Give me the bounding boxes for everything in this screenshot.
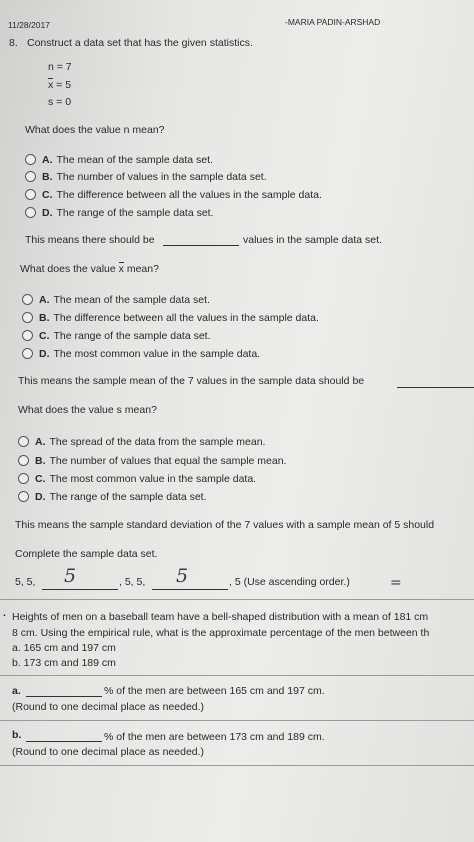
- option-text: The mean of the sample data set.: [53, 294, 210, 306]
- date: 11/28/2017: [8, 20, 50, 30]
- question-number: 8.: [9, 37, 18, 49]
- stat-xbar: [48, 80, 71, 91]
- handwritten-answer-1: 5: [64, 565, 77, 587]
- option-letter: A.: [39, 294, 50, 306]
- question-prompt: Construct a data set that has the given statistics.: [27, 37, 253, 49]
- part1-option-b: [42, 172, 267, 183]
- part3-option-a: [35, 437, 265, 448]
- option-letter: D.: [35, 491, 46, 503]
- part2-radio-d[interactable]: [22, 348, 33, 359]
- part1-option-c: [42, 190, 322, 201]
- answer-b-label: b.: [12, 729, 22, 741]
- q9-part-b: b. 173 cm and 189 cm: [12, 657, 116, 669]
- q9-line-1: Heights of men on a baseball team have a bell-shaped distribution with a mean of 181 cm: [12, 611, 429, 623]
- student-name: -MARIA PADIN-ARSHAD: [285, 17, 381, 27]
- dataset-blank-1[interactable]: [42, 589, 118, 590]
- part1-option-d: [42, 208, 214, 219]
- margin-mark: =: [390, 575, 402, 591]
- option-text: The number of values in the sample data set.: [56, 171, 267, 183]
- option-text: The mean of the sample data set.: [56, 154, 213, 166]
- dataset-blank-2[interactable]: [152, 589, 228, 590]
- option-letter: C.: [35, 473, 46, 485]
- part2-option-c: [39, 331, 211, 342]
- section-divider: [0, 599, 474, 600]
- stat-n: n = 7: [48, 61, 72, 73]
- part3-option-c: [35, 474, 256, 485]
- part3-option-d: [35, 492, 207, 503]
- option-letter: B.: [35, 455, 46, 467]
- part2-option-b: [39, 313, 319, 324]
- xbar-symbol: x: [118, 263, 124, 275]
- part2-question-after: mean?: [123, 263, 159, 275]
- part1-question: What does the value n mean?: [25, 124, 165, 136]
- option-text: The most common value in the sample data.: [49, 473, 257, 485]
- q9-line-2: 8 cm. Using the empirical rule, what is the approximate percentage of the men between th: [12, 627, 430, 639]
- option-letter: B.: [39, 312, 50, 324]
- part2-answer-blank[interactable]: [397, 387, 474, 388]
- part2-question: [20, 264, 159, 275]
- option-text: The spread of the data from the sample mean.: [49, 436, 266, 448]
- xbar-symbol: x: [48, 79, 54, 91]
- option-text: The range of the sample data set.: [53, 330, 211, 342]
- part3-radio-c[interactable]: [18, 473, 29, 484]
- dataset-mid: , 5, 5,: [119, 576, 146, 588]
- dataset-suffix: , 5 (Use ascending order.): [229, 576, 350, 588]
- answer-a-blank[interactable]: [26, 696, 102, 697]
- part1-radio-d[interactable]: [25, 207, 36, 218]
- handwritten-answer-2: 5: [176, 565, 189, 587]
- option-letter: D.: [39, 348, 50, 360]
- part2-radio-b[interactable]: [22, 312, 33, 323]
- answer-a-label: a.: [12, 685, 21, 697]
- option-text: The number of values that equal the sample mean.: [49, 455, 287, 467]
- answer-b-blank[interactable]: [26, 741, 102, 742]
- answer-b-note: (Round to one decimal place as needed.): [12, 746, 205, 758]
- part1-radio-c[interactable]: [25, 189, 36, 200]
- part2-radio-c[interactable]: [22, 330, 33, 341]
- answer-a-note: (Round to one decimal place as needed.): [12, 701, 205, 713]
- answer-divider: [0, 675, 474, 676]
- q9-part-a: a. 165 cm and 197 cm: [12, 642, 116, 654]
- answer-a-text: % of the men are between 165 cm and 197 cm.: [104, 685, 325, 697]
- option-letter: B.: [42, 171, 53, 183]
- part3-radio-b[interactable]: [18, 455, 29, 466]
- answer-b-text: % of the men are between 173 cm and 189 cm.: [104, 731, 325, 743]
- option-letter: D.: [42, 207, 53, 219]
- part1-answer-blank[interactable]: [163, 245, 239, 246]
- option-text: The range of the sample data set.: [56, 207, 214, 219]
- option-letter: C.: [39, 330, 50, 342]
- part1-option-a: [42, 155, 213, 166]
- stat-xbar-value: = 5: [53, 79, 72, 91]
- option-letter: C.: [42, 189, 53, 201]
- bottom-divider: [0, 765, 474, 766]
- stat-s: s = 0: [48, 96, 72, 108]
- part2-radio-a[interactable]: [22, 294, 33, 305]
- part3-radio-a[interactable]: [18, 436, 29, 447]
- dataset-prefix: 5, 5,: [15, 576, 36, 588]
- option-letter: A.: [35, 436, 46, 448]
- part2-question-before: What does the value: [20, 263, 119, 275]
- part3-radio-d[interactable]: [18, 491, 29, 502]
- answer-divider-2: [0, 720, 474, 721]
- part1-statement-after: values in the sample data set.: [243, 234, 382, 246]
- part3-statement: This means the sample standard deviation of the 7 values with a sample mean of 5 should: [15, 519, 435, 531]
- part3-option-b: [35, 456, 286, 467]
- option-text: The range of the sample data set.: [49, 491, 207, 503]
- part1-radio-b[interactable]: [25, 171, 36, 182]
- part3-question: What does the value s mean?: [18, 404, 157, 416]
- part1-statement-before: This means there should be: [25, 234, 155, 246]
- part2-option-a: [39, 295, 210, 306]
- option-letter: A.: [42, 154, 53, 166]
- complete-label: Complete the sample data set.: [15, 548, 158, 560]
- part1-radio-a[interactable]: [25, 154, 36, 165]
- part2-option-d: [39, 349, 260, 360]
- part2-statement: This means the sample mean of the 7 values in the sample data should be: [18, 375, 365, 387]
- q9-bullet: .: [3, 607, 6, 619]
- option-text: The difference between all the values in the sample data.: [56, 189, 322, 201]
- option-text: The most common value in the sample data.: [53, 348, 261, 360]
- option-text: The difference between all the values in the sample data.: [53, 312, 319, 324]
